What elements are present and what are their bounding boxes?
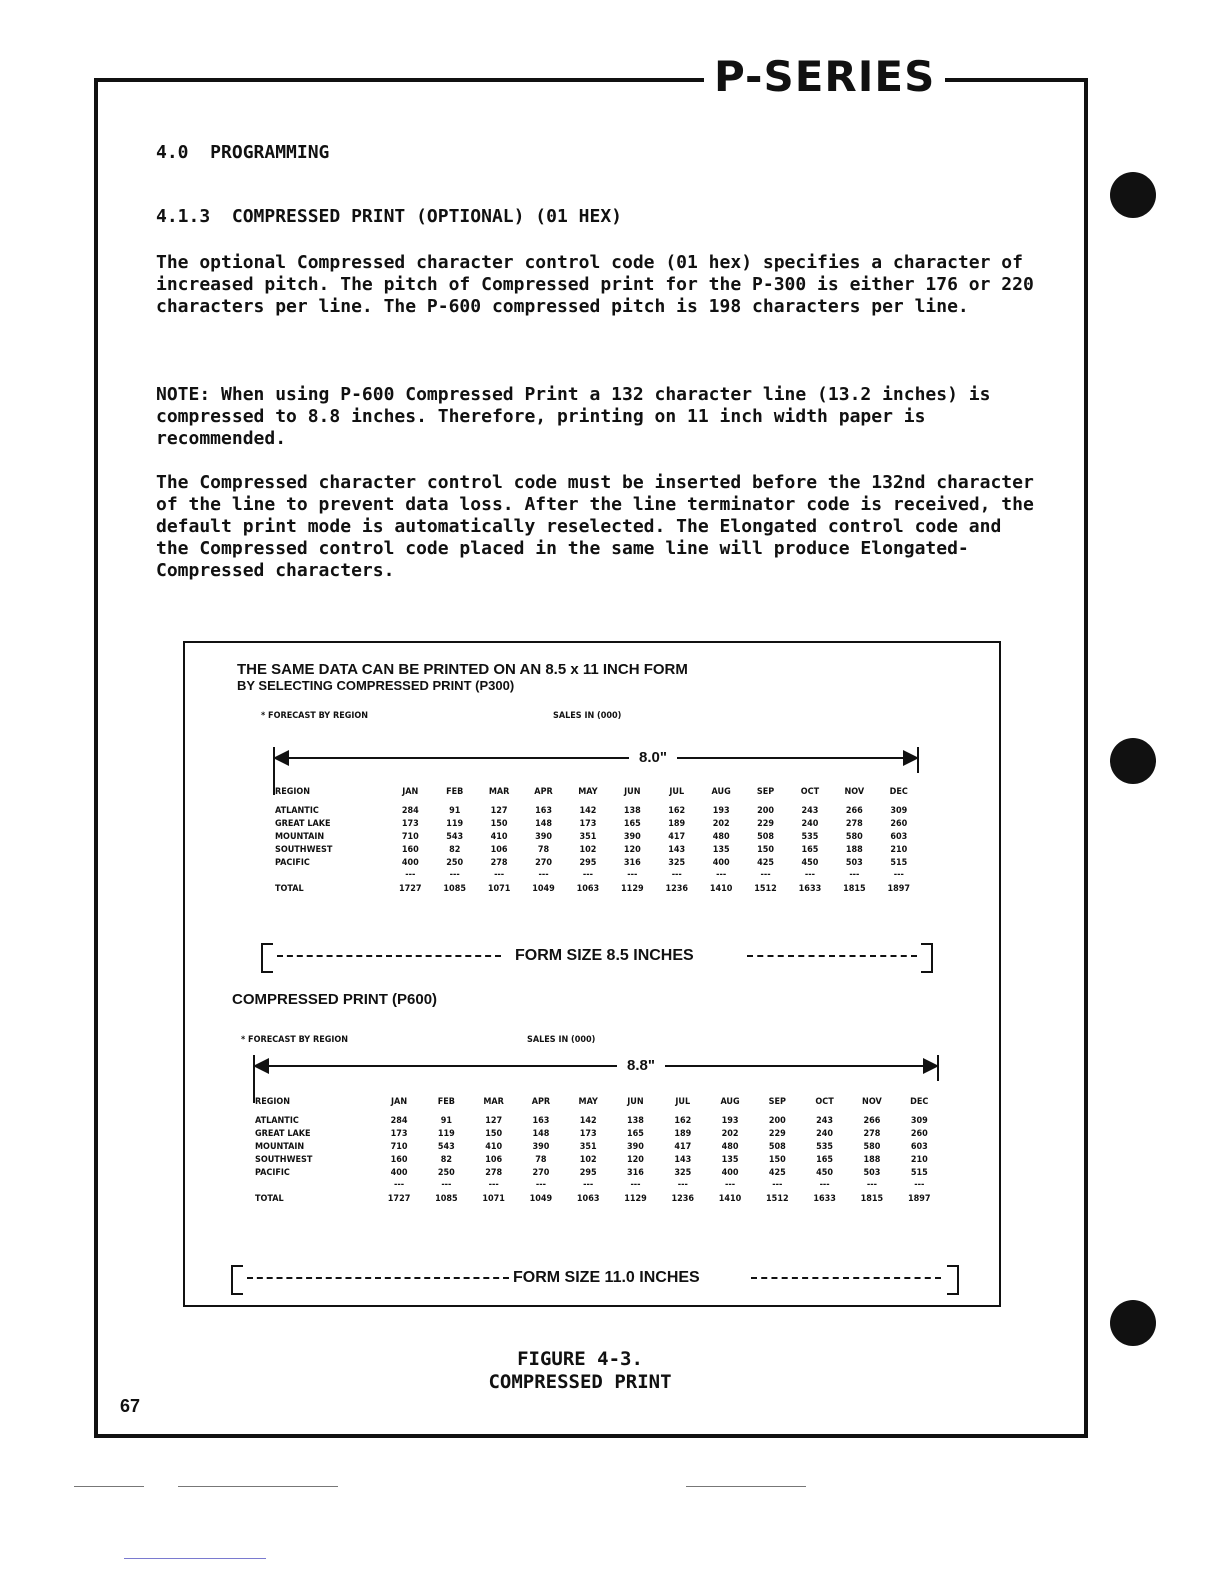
separator-cell: ---	[394, 1180, 405, 1190]
total-row	[275, 880, 921, 898]
bracket-left	[231, 1265, 243, 1295]
value-cell: 580	[845, 832, 863, 842]
total-cell: 1633	[813, 1194, 836, 1204]
value-cell: 400	[401, 858, 419, 868]
value-cell: 316	[623, 858, 641, 868]
value-cell: 580	[863, 1142, 881, 1152]
value-cell: 260	[910, 1129, 928, 1139]
column-header: JUN	[624, 786, 641, 797]
separator-cell: ---	[627, 870, 638, 880]
value-cell: 309	[910, 1116, 928, 1126]
value-cell: 165	[627, 1129, 644, 1139]
value-cell: 284	[390, 1116, 408, 1126]
total-cell: 1071	[487, 884, 511, 894]
paragraph-note: NOTE: When using P-600 Compressed Print a 132 character line (13.2 inches) is compressed to 8.8 inches. Therefore, printing on 11 inch width paper is recommended.	[156, 384, 991, 449]
table-row	[275, 831, 921, 844]
table-header-row	[255, 1089, 943, 1115]
dash-left	[277, 955, 501, 957]
table-row	[255, 1115, 943, 1128]
value-cell: 266	[845, 806, 863, 816]
value-cell: 188	[845, 845, 863, 855]
value-cell: 278	[863, 1129, 881, 1139]
value-cell: 278	[485, 1168, 503, 1178]
column-header: NOV	[862, 1096, 882, 1107]
value-cell: 138	[627, 1116, 644, 1126]
value-cell: 229	[757, 819, 774, 829]
total-cell: 1129	[624, 1194, 647, 1204]
scan-line	[686, 1486, 806, 1487]
width-dimension-p300	[273, 743, 919, 773]
value-cell: 309	[890, 806, 908, 816]
value-cell: 200	[757, 806, 774, 816]
value-cell: 165	[816, 1155, 834, 1165]
column-header: JUN	[627, 1096, 644, 1107]
forecast-label-p600: * FORECAST BY REGION	[241, 1035, 349, 1045]
value-cell: 410	[490, 832, 508, 842]
separator-cell: ---	[671, 870, 682, 880]
separator-row	[255, 1180, 943, 1190]
value-cell: 278	[845, 819, 863, 829]
total-cell: 1815	[860, 1194, 884, 1204]
value-cell: 210	[890, 845, 908, 855]
table-row	[255, 1141, 943, 1154]
value-cell: 160	[390, 1155, 408, 1165]
value-cell: 390	[532, 1142, 550, 1152]
value-cell: 270	[535, 858, 552, 868]
scan-line	[74, 1486, 144, 1487]
value-cell: 417	[674, 1142, 692, 1152]
figure-caption-number: FIGURE 4-3.	[517, 1348, 643, 1370]
form-size-label-p300: FORM SIZE 8.5 INCHES	[515, 947, 694, 964]
value-cell: 106	[485, 1155, 503, 1165]
separator-cell: ---	[819, 1180, 830, 1190]
value-cell: 202	[721, 1129, 739, 1139]
value-cell: 143	[668, 845, 686, 855]
value-cell: 295	[579, 858, 597, 868]
separator-cell: ---	[630, 1180, 641, 1190]
separator-cell: ---	[914, 1180, 925, 1190]
value-cell: 150	[485, 1129, 503, 1139]
value-cell: 189	[674, 1129, 692, 1139]
value-cell: 240	[801, 819, 819, 829]
separator-cell: ---	[760, 870, 771, 880]
value-cell: 148	[532, 1129, 550, 1139]
region-cell: MOUNTAIN	[255, 1142, 305, 1152]
table-row	[255, 1154, 943, 1167]
value-cell: 535	[801, 832, 819, 842]
column-header: REGION	[275, 786, 311, 797]
total-cell: 1063	[576, 884, 600, 894]
value-cell: 120	[623, 845, 641, 855]
column-header: JAN	[391, 1096, 408, 1107]
form-size-p600	[231, 1265, 959, 1293]
column-header: DEC	[889, 786, 908, 797]
bracket-right	[947, 1265, 959, 1295]
value-cell: 503	[863, 1168, 881, 1178]
dimension-tick-right	[937, 1055, 939, 1081]
dimension-tick-right	[917, 747, 919, 773]
page-number: 67	[120, 1396, 141, 1416]
figure-heading-p600: COMPRESSED PRINT (P600)	[232, 991, 438, 1008]
total-cell: 1727	[399, 884, 422, 894]
value-cell: 229	[768, 1129, 786, 1139]
column-header: AUG	[711, 786, 731, 797]
separator-cell	[255, 1180, 375, 1190]
region-cell: PACIFIC	[275, 858, 310, 868]
column-header: JUL	[675, 1096, 691, 1107]
punch-hole-bottom	[1110, 1300, 1156, 1346]
column-header: MAR	[483, 1096, 504, 1107]
dimension-line	[253, 1065, 939, 1067]
section-heading: 4.0 PROGRAMMING	[156, 142, 330, 163]
value-cell: 82	[440, 1155, 452, 1165]
paragraph-intro: The optional Compressed character control code (01 hex) specifies a character of increased pitch. The pitch of Compressed print for the P-300 is either 176 or 220 characters per line. The P-600 compressed pitch is 198 characters per line.	[156, 252, 1034, 317]
value-cell: 173	[401, 819, 419, 829]
column-header: FEB	[437, 1096, 455, 1107]
width-label-p300: 8.0"	[629, 743, 677, 773]
sales-label-p300: SALES IN (000)	[553, 711, 622, 721]
value-cell: 400	[712, 858, 730, 868]
value-cell: 417	[668, 832, 686, 842]
value-cell: 250	[437, 1168, 455, 1178]
total-cell: 1085	[443, 884, 466, 894]
value-cell: 106	[490, 845, 508, 855]
separator-cell	[275, 870, 388, 880]
value-cell: 162	[668, 806, 686, 816]
value-cell: 173	[390, 1129, 408, 1139]
table-row	[255, 1128, 943, 1141]
width-dimension-p600	[253, 1051, 939, 1081]
region-cell: GREAT LAKE	[255, 1129, 311, 1139]
value-cell: 450	[801, 858, 819, 868]
total-cell: 1085	[435, 1194, 458, 1204]
value-cell: 82	[449, 845, 461, 855]
value-cell: 710	[390, 1142, 408, 1152]
region-cell: PACIFIC	[255, 1168, 290, 1178]
value-cell: 425	[768, 1168, 786, 1178]
column-header: JAN	[402, 786, 419, 797]
paragraph-usage: The Compressed character control code must be inserted before the 132nd character of the line to prevent data loss. After the line terminator code is received, the default print mode is automatically reselected. The Elongated control code and the Compressed control code placed in the same line will produce Elongated-Compressed characters.	[156, 472, 1034, 581]
value-cell: 240	[816, 1129, 834, 1139]
value-cell: 351	[579, 1142, 597, 1152]
value-cell: 102	[579, 1155, 597, 1165]
value-cell: 120	[627, 1155, 644, 1165]
value-cell: 135	[721, 1155, 739, 1165]
separator-cell: ---	[893, 870, 904, 880]
value-cell: 162	[674, 1116, 692, 1126]
value-cell: 390	[627, 1142, 644, 1152]
value-cell: 193	[721, 1116, 739, 1126]
value-cell: 508	[768, 1142, 786, 1152]
column-header: APR	[534, 786, 553, 797]
separator-cell: ---	[538, 870, 549, 880]
total-cell: 1049	[532, 884, 555, 894]
data-table-p600	[255, 1089, 943, 1208]
separator-cell: ---	[441, 1180, 452, 1190]
value-cell: 270	[532, 1168, 550, 1178]
value-cell: 266	[863, 1116, 881, 1126]
total-cell: 1815	[843, 884, 866, 894]
scan-line	[124, 1558, 266, 1559]
column-header: APR	[531, 1096, 551, 1107]
total-cell: 1897	[907, 1194, 931, 1204]
separator-cell: ---	[725, 1180, 736, 1190]
value-cell: 193	[712, 806, 730, 816]
dimension-line	[273, 757, 919, 759]
value-cell: 260	[890, 819, 908, 829]
value-cell: 148	[535, 819, 552, 829]
column-header: MAR	[488, 786, 510, 797]
value-cell: 150	[768, 1155, 786, 1165]
column-header: MAY	[578, 786, 598, 797]
value-cell: 325	[674, 1168, 692, 1178]
bracket-left	[261, 943, 273, 973]
subsection-heading: 4.1.3 COMPRESSED PRINT (OPTIONAL) (01 HEX)	[156, 206, 622, 227]
sales-label-p600: SALES IN (000)	[527, 1035, 596, 1045]
scan-line	[178, 1486, 338, 1487]
separator-row	[275, 870, 921, 880]
value-cell: 210	[910, 1155, 928, 1165]
separator-cell: ---	[866, 1180, 877, 1190]
value-cell: 508	[757, 832, 774, 842]
value-cell: 390	[623, 832, 641, 842]
value-cell: 278	[490, 858, 508, 868]
value-cell: 189	[668, 819, 686, 829]
value-cell: 316	[627, 1168, 644, 1178]
value-cell: 163	[532, 1116, 550, 1126]
column-header: SEP	[768, 1096, 786, 1107]
dash-right	[747, 955, 917, 957]
total-cell: 1727	[387, 1194, 411, 1204]
total-cell: 1897	[887, 884, 911, 894]
value-cell: 150	[490, 819, 508, 829]
value-cell: 127	[485, 1116, 503, 1126]
column-header: SEP	[756, 786, 775, 797]
value-cell: 543	[437, 1142, 455, 1152]
value-cell: 400	[390, 1168, 408, 1178]
figure-caption-title: COMPRESSED PRINT	[488, 1371, 672, 1393]
value-cell: 150	[757, 845, 774, 855]
region-cell: GREAT LAKE	[275, 819, 331, 829]
total-cell: 1512	[754, 884, 777, 894]
value-cell: 390	[535, 832, 552, 842]
separator-cell: ---	[677, 1180, 688, 1190]
total-cell: 1410	[709, 884, 733, 894]
separator-cell: ---	[582, 870, 593, 880]
value-cell: 295	[579, 1168, 597, 1178]
value-cell: 160	[401, 845, 419, 855]
value-cell: 543	[446, 832, 464, 842]
total-cell: 1512	[766, 1194, 789, 1204]
total-cell: 1049	[529, 1194, 553, 1204]
value-cell: 188	[863, 1155, 881, 1165]
value-cell: 400	[721, 1168, 739, 1178]
total-cell: 1236	[671, 1194, 695, 1204]
value-cell: 480	[712, 832, 730, 842]
value-cell: 142	[579, 1116, 597, 1126]
form-size-label-p600: FORM SIZE 11.0 INCHES	[513, 1269, 700, 1286]
value-cell: 480	[721, 1142, 739, 1152]
figure-box	[183, 641, 1001, 1307]
separator-cell: ---	[804, 870, 815, 880]
value-cell: 135	[712, 845, 730, 855]
region-cell: ATLANTIC	[255, 1116, 299, 1126]
value-cell: 119	[446, 819, 464, 829]
column-header: AUG	[720, 1096, 740, 1107]
data-table-p300	[275, 779, 921, 898]
separator-cell: ---	[488, 1180, 499, 1190]
region-cell: SOUTHWEST	[275, 845, 333, 855]
punch-hole-top	[1110, 172, 1156, 218]
table-row	[275, 805, 921, 818]
column-header: JUL	[669, 786, 685, 797]
separator-cell: ---	[772, 1180, 783, 1190]
value-cell: 450	[816, 1168, 834, 1178]
value-cell: 143	[674, 1155, 692, 1165]
total-label: TOTAL	[255, 1194, 284, 1204]
figure-heading-line1: THE SAME DATA CAN BE PRINTED ON AN 8.5 x 11 INCH FORM	[237, 661, 688, 678]
value-cell: 127	[490, 806, 508, 816]
region-cell: MOUNTAIN	[275, 832, 325, 842]
total-row	[255, 1190, 943, 1208]
region-cell: SOUTHWEST	[255, 1155, 313, 1165]
value-cell: 515	[910, 1168, 928, 1178]
dash-left	[247, 1277, 509, 1279]
value-cell: 202	[712, 819, 730, 829]
table-header-row	[275, 779, 921, 805]
value-cell: 515	[890, 858, 908, 868]
value-cell: 173	[579, 1129, 597, 1139]
separator-cell: ---	[716, 870, 727, 880]
value-cell: 425	[757, 858, 774, 868]
column-header: OCT	[815, 1096, 834, 1107]
value-cell: 243	[801, 806, 819, 816]
column-header: NOV	[844, 786, 865, 797]
value-cell: 119	[437, 1129, 455, 1139]
separator-cell: ---	[583, 1180, 594, 1190]
figure-heading-line2: BY SELECTING COMPRESSED PRINT (P300)	[237, 678, 515, 693]
bracket-right	[921, 943, 933, 973]
table-row	[275, 857, 921, 870]
value-cell: 710	[401, 832, 419, 842]
value-cell: 351	[579, 832, 597, 842]
value-cell: 142	[579, 806, 597, 816]
value-cell: 165	[623, 819, 641, 829]
table-row	[275, 844, 921, 857]
column-header: REGION	[255, 1096, 291, 1107]
total-cell: 1236	[665, 884, 688, 894]
separator-cell: ---	[849, 870, 860, 880]
value-cell: 165	[801, 845, 819, 855]
total-cell: 1063	[576, 1194, 600, 1204]
value-cell: 250	[446, 858, 464, 868]
value-cell: 163	[535, 806, 552, 816]
forecast-label-p300: * FORECAST BY REGION	[261, 711, 369, 721]
series-title: P-SERIES	[704, 52, 945, 101]
value-cell: 78	[535, 1155, 547, 1165]
value-cell: 173	[579, 819, 597, 829]
value-cell: 200	[768, 1116, 786, 1126]
value-cell: 243	[816, 1116, 834, 1126]
value-cell: 603	[910, 1142, 928, 1152]
value-cell: 535	[816, 1142, 834, 1152]
value-cell: 138	[623, 806, 641, 816]
column-header: OCT	[800, 786, 820, 797]
separator-cell: ---	[449, 870, 460, 880]
form-size-p300	[261, 943, 933, 971]
value-cell: 284	[401, 806, 419, 816]
width-label-p600: 8.8"	[617, 1051, 665, 1081]
column-header: FEB	[446, 786, 464, 797]
region-cell: ATLANTIC	[275, 806, 319, 816]
table-row	[275, 818, 921, 831]
value-cell: 325	[668, 858, 686, 868]
value-cell: 102	[579, 845, 597, 855]
value-cell: 603	[890, 832, 908, 842]
separator-cell: ---	[494, 870, 505, 880]
punch-hole-middle	[1110, 738, 1156, 784]
value-cell: 91	[449, 806, 461, 816]
total-cell: 1410	[718, 1194, 742, 1204]
total-cell: 1633	[798, 884, 822, 894]
dash-right	[751, 1277, 941, 1279]
value-cell: 78	[537, 845, 550, 855]
value-cell: 91	[440, 1116, 452, 1126]
value-cell: 410	[485, 1142, 503, 1152]
total-cell: 1071	[482, 1194, 505, 1204]
column-header: MAY	[578, 1096, 598, 1107]
total-label: TOTAL	[275, 884, 304, 894]
table-row	[255, 1167, 943, 1180]
value-cell: 503	[845, 858, 863, 868]
column-header: DEC	[910, 1096, 929, 1107]
separator-cell: ---	[405, 870, 416, 880]
separator-cell: ---	[535, 1180, 546, 1190]
total-cell: 1129	[621, 884, 644, 894]
